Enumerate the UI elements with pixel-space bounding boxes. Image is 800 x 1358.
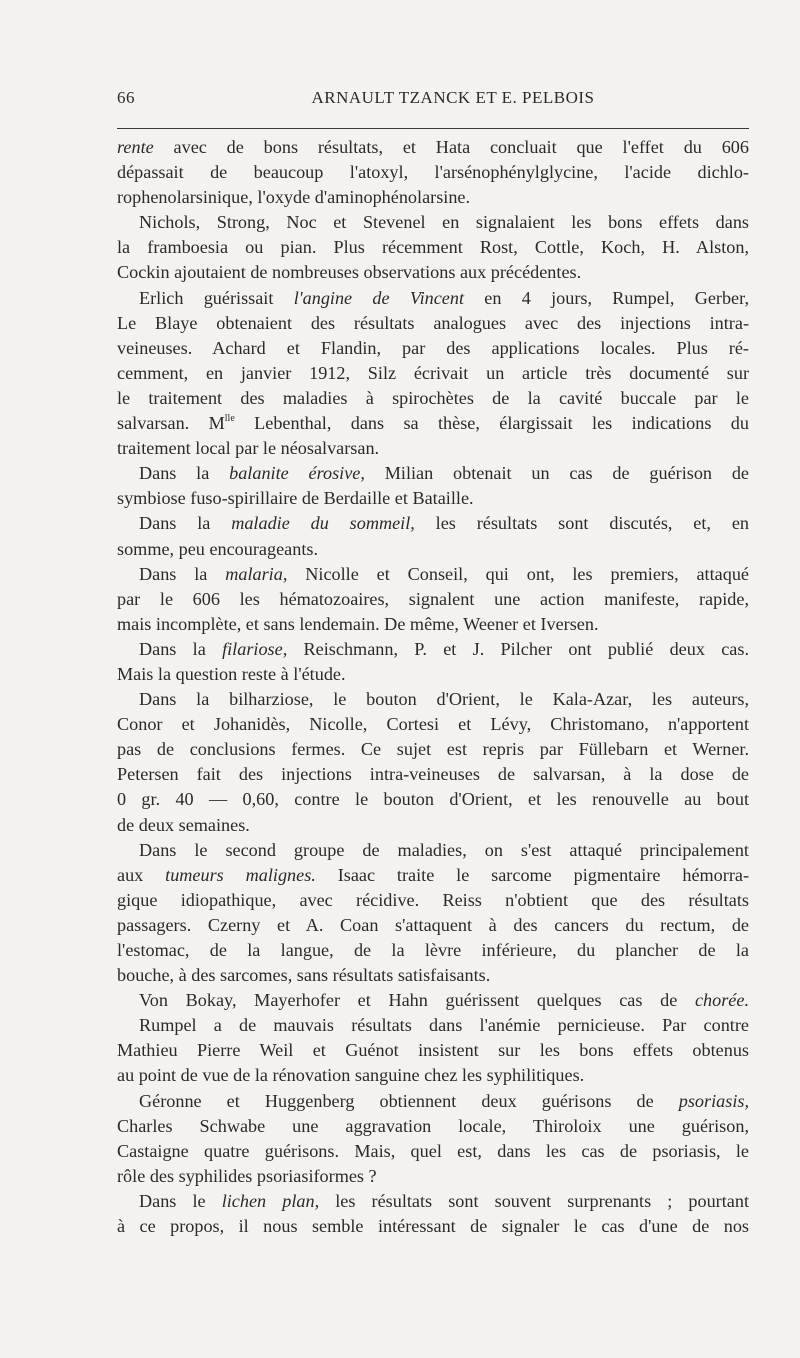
text-line <box>117 210 749 235</box>
text-run: Petersen fait des injections intra-veineuses de salvarsan, à la dose de <box>117 764 749 785</box>
text-line <box>117 612 749 637</box>
text-run: symbiose fuso-spirillaire de Berdaille et Bataille. <box>117 488 474 509</box>
text-run: bouche, à des sarcomes, sans résultats satisfaisants. <box>117 965 491 986</box>
text-run: Dans la <box>139 513 232 534</box>
text-line <box>117 813 749 838</box>
italic-term: malaria, <box>225 563 288 584</box>
text-line <box>117 988 749 1013</box>
text-run: Dans la bilharziose, le bouton d'Orient, le Kala-Azar, les auteurs, <box>139 689 749 710</box>
text-line <box>117 160 749 185</box>
text-line <box>117 963 749 988</box>
text-run: cemment, en janvier 1912, Silz écrivait un article très documenté sur <box>117 362 749 383</box>
text-run: Lebenthal, dans sa thèse, élargissait les indications du <box>234 413 749 434</box>
text-line <box>117 436 749 461</box>
text-line <box>117 863 749 888</box>
text-run: l'estomac, de la langue, de la lèvre inférieure, du plancher de la <box>117 940 749 960</box>
running-head: ARNAULT TZANCK ET E. PELBOIS <box>311 88 595 107</box>
italic-term: filariose, <box>222 638 288 659</box>
text-run: Mais la question reste à l'étude. <box>117 663 346 684</box>
text-line <box>117 938 749 963</box>
text-run: salvarsan. M <box>117 413 225 434</box>
text-run: la framboesia ou pian. Plus récemment Rost, Cottle, Koch, H. Alston, <box>117 237 749 258</box>
text-line <box>117 311 749 336</box>
italic-term: lichen plan, <box>221 1190 320 1211</box>
text-run: les résultats sont souvent surprenants ; pourtant <box>319 1190 749 1211</box>
text-run: Conor et Johanidès, Nicolle, Cortesi et Lévy, Christomano, n'apportent <box>117 714 749 735</box>
superscript: lle <box>224 413 235 425</box>
text-line <box>117 537 749 562</box>
text-line <box>117 185 749 210</box>
text-line <box>117 712 749 737</box>
text-line <box>117 336 749 361</box>
text-line <box>117 838 749 863</box>
header-rule <box>117 128 749 129</box>
text-run: Nicolle et Conseil, qui ont, les premiers, attaqué <box>287 563 749 584</box>
text-line <box>117 1189 749 1214</box>
text-run: somme, peu encourageants. <box>117 538 319 559</box>
text-run: en 4 jours, Rumpel, Gerber, <box>464 287 749 308</box>
italic-term: rente <box>117 137 154 157</box>
text-line <box>117 260 749 285</box>
text-run: Isaac traite le sarcome pigmentaire hémorra- <box>315 864 749 885</box>
text-run: Mathieu Pierre Weil et Guénot insistent sur les bons effets obtenus <box>117 1040 749 1061</box>
text-line <box>117 587 749 612</box>
text-line <box>117 461 749 486</box>
text-line <box>117 687 749 712</box>
text-line <box>117 662 749 687</box>
text-run: Reischmann, P. et J. Pilcher ont publié deux cas. <box>287 638 749 659</box>
text-run: veineuses. Achard et Flandin, par des applications locales. Plus ré- <box>117 337 749 358</box>
text-line <box>117 1089 749 1114</box>
text-line <box>117 361 749 386</box>
text-line <box>117 787 749 812</box>
text-line <box>117 486 749 511</box>
page-number: 66 <box>117 88 135 107</box>
text-line <box>117 1214 749 1239</box>
text-run: de deux semaines. <box>117 814 250 835</box>
text-run: Géronne et Huggenberg obtiennent deux guérisons de <box>139 1090 679 1111</box>
text-run: les résultats sont discutés, et, en <box>414 513 749 534</box>
text-run: Le Blaye obtenaient des résultats analogues avec des injections intra- <box>117 312 749 333</box>
text-run: Nichols, Strong, Noc et Stevenel en signalaient les bons effets dans <box>139 212 749 233</box>
text-run: au point de vue de la rénovation sanguine chez les syphilitiques. <box>117 1065 585 1086</box>
text-line <box>117 637 749 662</box>
text-run: rôle des syphilides psoriasiformes ? <box>117 1165 377 1186</box>
text-run: mais incomplète, et sans lendemain. De même, Weener et Iversen. <box>117 613 599 634</box>
text-run: traitement local par le néosalvarsan. <box>117 438 380 459</box>
text-run: Milian obtenait un cas de guérison de <box>364 463 749 484</box>
italic-term: tumeurs malignes. <box>165 864 316 885</box>
body-text <box>117 135 749 1239</box>
text-run: le traitement des maladies à spirochètes de la cavité buccale par le <box>117 387 749 408</box>
text-line <box>117 888 749 913</box>
text-line <box>117 1114 749 1139</box>
text-line <box>117 1038 749 1063</box>
text-line <box>117 913 749 938</box>
text-run: Dans la <box>139 638 223 659</box>
text-line <box>117 386 749 411</box>
text-run: à ce propos, il nous semble intéressant de signaler le cas d'une de nos <box>117 1216 749 1237</box>
text-run: aux <box>117 864 166 885</box>
text-run: gique idiopathique, avec récidive. Reiss n'obtient que des résultats <box>117 889 749 910</box>
text-line <box>117 737 749 762</box>
text-line <box>117 135 749 160</box>
text-line <box>117 1063 749 1088</box>
italic-term: maladie du sommeil, <box>231 513 415 534</box>
text-line <box>117 286 749 311</box>
text-run: rophenolarsinique, l'oxyde d'aminophénolarsine. <box>117 187 471 208</box>
text-run: pas de conclusions fermes. Ce sujet est repris par Füllebarn et Werner. <box>117 739 749 760</box>
italic-term: psoriasis, <box>678 1090 749 1111</box>
text-run: Charles Schwabe une aggravation locale, Thiroloix une guérison, <box>117 1115 749 1136</box>
text-run: Dans la <box>139 563 226 584</box>
text-line <box>117 411 749 436</box>
text-run: passagers. Czerny et A. Coan s'attaquent à des cancers du rectum, de <box>117 914 749 935</box>
text-line <box>117 562 749 587</box>
text-line <box>117 511 749 536</box>
text-run: 0 gr. 40 — 0,60, contre le bouton d'Orient, et les renouvelle au bout <box>117 789 749 810</box>
text-run: Dans le <box>139 1190 222 1211</box>
text-line <box>117 1013 749 1038</box>
text-line <box>117 762 749 787</box>
text-line <box>117 235 749 260</box>
text-run: Dans le second groupe de maladies, on s'est attaqué principalement <box>139 839 749 860</box>
text-run: Cockin ajoutaient de nombreuses observations aux précédentes. <box>117 262 582 283</box>
text-line <box>117 1139 749 1164</box>
italic-term: l'angine de Vincent <box>293 287 465 308</box>
page-header <box>117 88 749 114</box>
text-run: Von Bokay, Mayerhofer et Hahn guérissent quelques cas de <box>139 990 695 1011</box>
text-line <box>117 1164 749 1189</box>
text-run: Dans la <box>139 463 230 484</box>
text-run: Castaigne quatre guérisons. Mais, quel est, dans les cas de psoriasis, le <box>117 1140 749 1161</box>
text-run: Erlich guérissait <box>139 287 294 308</box>
text-run: Rumpel a de mauvais résultats dans l'anémie pernicieuse. Par contre <box>139 1015 749 1036</box>
text-run: dépassait de beaucoup l'atoxyl, l'arsénophénylglycine, l'acide dichlo- <box>117 162 749 183</box>
text-run: par le 606 les hématozoaires, signalent une action manifeste, rapide, <box>117 588 749 609</box>
text-run: avec de bons résultats, et Hata concluait que l'effet du 606 <box>153 137 749 157</box>
italic-term: chorée. <box>694 990 749 1011</box>
italic-term: balanite érosive, <box>229 463 365 484</box>
